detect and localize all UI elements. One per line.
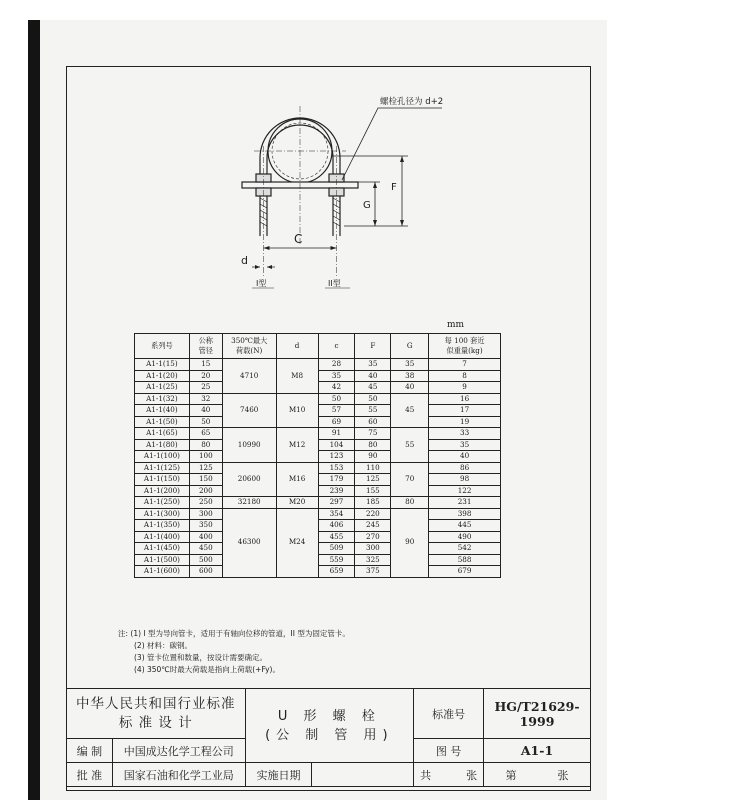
table-row — [135, 543, 501, 555]
drawing-name-line2: (公 制 管 用) — [265, 727, 394, 743]
f-cell: 110 — [355, 462, 391, 474]
weight-cell: 17 — [429, 405, 501, 417]
compiled-label: 编 制 — [67, 739, 113, 763]
page-number-cell — [484, 763, 591, 787]
table-row — [135, 531, 501, 543]
nominal-cell: 600 — [189, 566, 222, 578]
note-4: (4) 350℃时最大荷载是指向上荷载(+Fy)。 — [134, 665, 280, 674]
g-cell: 40 — [391, 382, 429, 394]
note-1: 注: (1) I 型为导向管卡，适用于有轴向位移的管道，II 型为固定管卡。 — [118, 629, 350, 638]
total-label: 共 — [420, 768, 432, 782]
c-cell: 69 — [318, 416, 355, 428]
f-cell: 300 — [355, 543, 391, 555]
f-cell: 60 — [355, 416, 391, 428]
table-row — [135, 382, 501, 394]
weight-cell: 490 — [429, 531, 501, 543]
c-cell: 239 — [318, 485, 355, 497]
notes — [118, 628, 350, 676]
table-row — [135, 508, 501, 520]
series-cell: A1-1(450) — [135, 543, 190, 555]
table-header-row — [135, 334, 501, 359]
g-cell: 35 — [391, 359, 429, 371]
series-cell: A1-1(400) — [135, 531, 190, 543]
g-cell: 45 — [391, 393, 429, 428]
f-cell: 80 — [355, 439, 391, 451]
c-cell: 50 — [318, 393, 355, 405]
header-d: d — [276, 334, 318, 359]
table-row — [135, 554, 501, 566]
nominal-cell: 20 — [189, 370, 222, 382]
c-cell: 104 — [318, 439, 355, 451]
series-cell: A1-1(500) — [135, 554, 190, 566]
load-cell: 46300 — [222, 508, 276, 577]
series-cell: A1-1(20) — [135, 370, 190, 382]
weight-cell: 9 — [429, 382, 501, 394]
series-cell: A1-1(25) — [135, 382, 190, 394]
table-row — [135, 451, 501, 463]
g-cell: 80 — [391, 497, 429, 509]
unit-label: mm — [447, 320, 465, 330]
dim-g-label: G — [363, 200, 371, 211]
scan-edge — [28, 20, 40, 800]
nominal-cell: 200 — [189, 485, 222, 497]
series-cell: A1-1(600) — [135, 566, 190, 578]
c-cell: 455 — [318, 531, 355, 543]
nominal-cell: 80 — [189, 439, 222, 451]
nominal-cell: 250 — [189, 497, 222, 509]
title-block — [66, 688, 591, 787]
load-cell: 32180 — [222, 497, 276, 509]
std-value: HG/T21629-1999 — [484, 689, 591, 739]
impl-date-value — [312, 763, 414, 787]
load-cell: 4710 — [222, 359, 276, 394]
header-g: G — [391, 334, 429, 359]
c-cell: 179 — [318, 474, 355, 486]
nominal-cell: 100 — [189, 451, 222, 463]
issuer-line1: 中华人民共和国行业标准 — [76, 695, 236, 712]
header-series: 系列号 — [135, 334, 190, 359]
f-cell: 155 — [355, 485, 391, 497]
f-cell: 125 — [355, 474, 391, 486]
g-cell: 70 — [391, 462, 429, 497]
type1-label: I型 — [256, 279, 267, 288]
c-cell: 42 — [318, 382, 355, 394]
table-row — [135, 393, 501, 405]
header-load: 350℃最大 荷载(N) — [222, 334, 276, 359]
nominal-cell: 65 — [189, 428, 222, 440]
series-cell: A1-1(40) — [135, 405, 190, 417]
load-cell: 7460 — [222, 393, 276, 428]
total-sheet-label: 张 — [466, 768, 478, 782]
weight-cell: 231 — [429, 497, 501, 509]
series-cell: A1-1(350) — [135, 520, 190, 532]
nominal-cell: 40 — [189, 405, 222, 417]
weight-cell: 19 — [429, 416, 501, 428]
c-cell: 406 — [318, 520, 355, 532]
nominal-cell: 300 — [189, 508, 222, 520]
g-cell: 38 — [391, 370, 429, 382]
d-cell: M24 — [276, 508, 318, 577]
table-row — [135, 462, 501, 474]
c-cell: 509 — [318, 543, 355, 555]
series-cell: A1-1(50) — [135, 416, 190, 428]
d-cell: M8 — [276, 359, 318, 394]
series-cell: A1-1(65) — [135, 428, 190, 440]
header-nominal: 公称 管径 — [189, 334, 222, 359]
series-cell: A1-1(250) — [135, 497, 190, 509]
f-cell: 375 — [355, 566, 391, 578]
weight-cell: 8 — [429, 370, 501, 382]
weight-cell: 40 — [429, 451, 501, 463]
nominal-cell: 32 — [189, 393, 222, 405]
f-cell: 40 — [355, 370, 391, 382]
g-cell: 55 — [391, 428, 429, 463]
header-weight: 每 100 套近 似重量(kg) — [429, 334, 501, 359]
c-cell: 91 — [318, 428, 355, 440]
nominal-cell: 400 — [189, 531, 222, 543]
f-cell: 245 — [355, 520, 391, 532]
f-cell: 325 — [355, 554, 391, 566]
weight-cell: 86 — [429, 462, 501, 474]
c-cell: 354 — [318, 508, 355, 520]
nominal-cell: 350 — [189, 520, 222, 532]
series-cell: A1-1(200) — [135, 485, 190, 497]
f-cell: 220 — [355, 508, 391, 520]
table-row — [135, 520, 501, 532]
series-cell: A1-1(125) — [135, 462, 190, 474]
series-cell: A1-1(150) — [135, 474, 190, 486]
weight-cell: 33 — [429, 428, 501, 440]
dim-c-label: C — [294, 232, 303, 246]
nominal-cell: 450 — [189, 543, 222, 555]
compiled-value: 中国成达化学工程公司 — [112, 739, 245, 763]
series-cell: A1-1(80) — [135, 439, 190, 451]
g-cell: 90 — [391, 508, 429, 577]
f-cell: 90 — [355, 451, 391, 463]
c-cell: 35 — [318, 370, 355, 382]
nominal-cell: 500 — [189, 554, 222, 566]
series-cell: A1-1(300) — [135, 508, 190, 520]
f-cell: 270 — [355, 531, 391, 543]
table-row — [135, 416, 501, 428]
table-row — [135, 405, 501, 417]
approved-label: 批 准 — [67, 763, 113, 787]
table-body — [135, 359, 501, 578]
drawing-name-line1: U 形 螺 栓 — [277, 708, 381, 724]
table-row — [135, 439, 501, 451]
weight-cell: 7 — [429, 359, 501, 371]
table-row — [135, 485, 501, 497]
weight-cell: 35 — [429, 439, 501, 451]
load-cell: 10990 — [222, 428, 276, 463]
nominal-cell: 50 — [189, 416, 222, 428]
drawing-name-cell — [245, 689, 414, 763]
nominal-cell: 150 — [189, 474, 222, 486]
weight-cell: 398 — [429, 508, 501, 520]
f-cell: 55 — [355, 405, 391, 417]
dim-f-label: F — [391, 182, 397, 193]
c-cell: 57 — [318, 405, 355, 417]
load-cell: 20600 — [222, 462, 276, 497]
page-sheet-label: 张 — [557, 768, 569, 782]
note-2: (2) 材料：碳钢。 — [134, 641, 193, 650]
weight-cell: 542 — [429, 543, 501, 555]
d-cell: M10 — [276, 393, 318, 428]
f-cell: 185 — [355, 497, 391, 509]
header-c: c — [318, 334, 355, 359]
dim-d-label: d — [241, 254, 248, 267]
nominal-cell: 125 — [189, 462, 222, 474]
figure-no-value: A1-1 — [484, 739, 591, 763]
f-cell: 75 — [355, 428, 391, 440]
hole-leader — [342, 108, 442, 180]
table-row — [135, 474, 501, 486]
approved-value: 国家石油和化学工业局 — [112, 763, 245, 787]
weight-cell: 122 — [429, 485, 501, 497]
table-row — [135, 370, 501, 382]
table-row — [135, 497, 501, 509]
series-cell: A1-1(32) — [135, 393, 190, 405]
d-cell: M20 — [276, 497, 318, 509]
f-cell: 50 — [355, 393, 391, 405]
f-cell: 45 — [355, 382, 391, 394]
issuer-line2: 标 准 设 计 — [118, 714, 193, 731]
weight-cell: 588 — [429, 554, 501, 566]
c-cell: 659 — [318, 566, 355, 578]
issuer-cell — [67, 689, 246, 739]
weight-cell: 679 — [429, 566, 501, 578]
c-cell: 153 — [318, 462, 355, 474]
c-cell: 559 — [318, 554, 355, 566]
d-cell: M12 — [276, 428, 318, 463]
c-cell: 297 — [318, 497, 355, 509]
nominal-cell: 15 — [189, 359, 222, 371]
d-cell: M16 — [276, 462, 318, 497]
total-sheets-cell — [414, 763, 484, 787]
impl-date-label: 实施日期 — [245, 763, 312, 787]
nominal-cell: 25 — [189, 382, 222, 394]
c-cell: 28 — [318, 359, 355, 371]
u-bolt-drawing — [230, 86, 475, 291]
table-row — [135, 428, 501, 440]
table-row — [135, 566, 501, 578]
figure-no-label: 图 号 — [414, 739, 484, 763]
std-label: 标准号 — [414, 689, 484, 739]
series-cell: A1-1(15) — [135, 359, 190, 371]
weight-cell: 445 — [429, 520, 501, 532]
f-cell: 35 — [355, 359, 391, 371]
note-3: (3) 管卡位置和数量，按设计需要确定。 — [134, 653, 268, 662]
weight-cell: 16 — [429, 393, 501, 405]
hole-note: 螺栓孔径为 d+2 — [380, 97, 444, 107]
series-cell: A1-1(100) — [135, 451, 190, 463]
header-f: F — [355, 334, 391, 359]
spec-table — [134, 333, 501, 578]
weight-cell: 98 — [429, 474, 501, 486]
table-row — [135, 359, 501, 371]
page-label: 第 — [505, 768, 517, 782]
type2-label: II型 — [328, 279, 341, 288]
c-cell: 123 — [318, 451, 355, 463]
